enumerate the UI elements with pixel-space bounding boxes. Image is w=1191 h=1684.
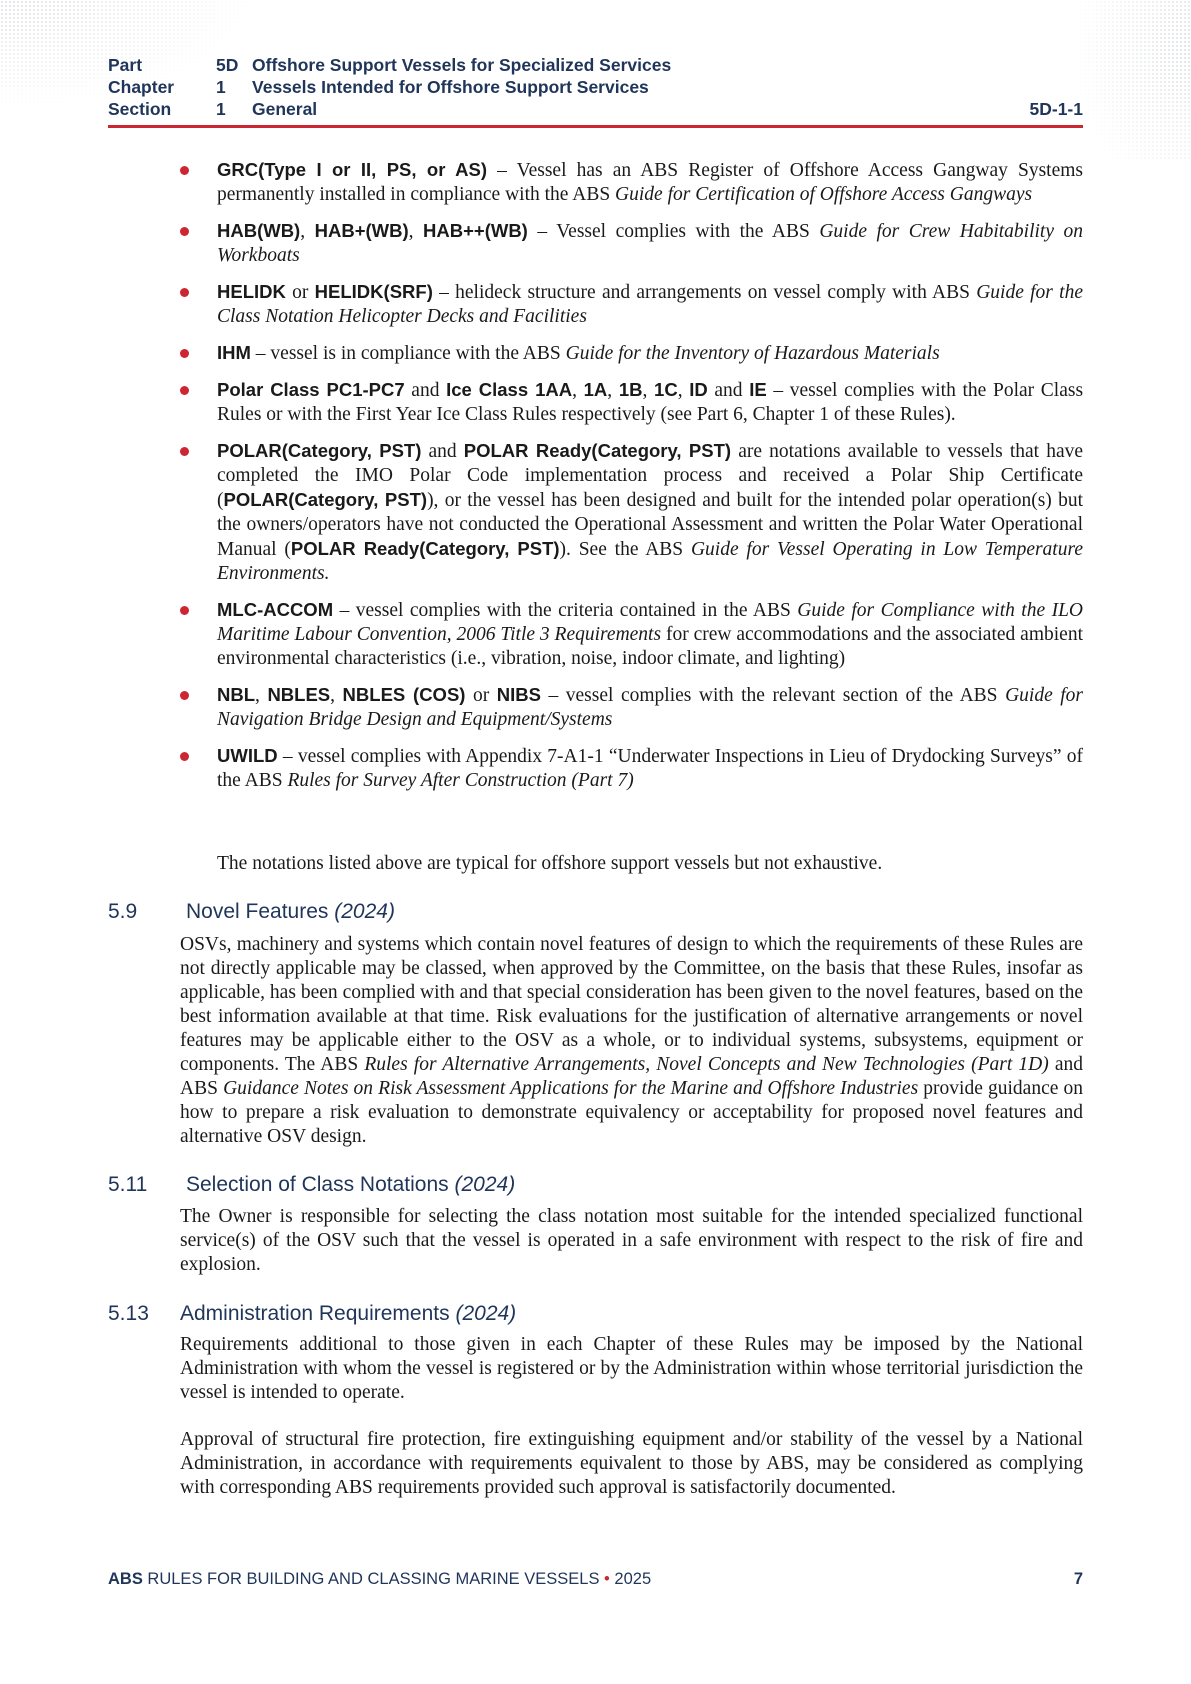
section-5-13-paragraph-2: Approval of structural fire protection, fire extinguishing equipment and/or stability of the vessel by a National Administration, in accordance with requirements equivalent to those by ABS, may be considered as complying with corresponding ABS requirements provided such approval is satisfactorily documented.	[180, 1429, 1083, 1498]
separator: ,	[330, 685, 343, 706]
header-part-row	[108, 54, 1083, 76]
rules-title: Rules for Alternative Arrangements, Novel Concepts and New Technologies (Part 1D)	[364, 1054, 1049, 1075]
list-item	[180, 683, 1083, 732]
header-title: Offshore Support Vessels for Specialized Services	[252, 55, 672, 75]
footer-brand: ABS	[108, 1570, 143, 1588]
body-text: – Vessel has an ABS Register of Offshore Access Gangway Systems permanently installed in compliance with the ABS	[217, 160, 1083, 205]
body-text: – vessel complies with the Polar Class Rules or with the First Year Ice Class Rules respectively (see Part 6, Chapter 1 of these Rules).	[217, 380, 1084, 425]
notation-label: NBLES	[267, 684, 331, 705]
bullet-icon	[180, 227, 189, 236]
body-text: for crew accommodations and the associated ambient environmental characteristics (i.e., vibration, noise, indoor climate, and lighting)	[217, 624, 1083, 669]
section-number: 5.9	[108, 900, 138, 923]
notation-label: 1B	[618, 379, 643, 400]
guide-title: Guide for Navigation Bridge Design and Equipment/Systems	[217, 685, 1084, 730]
header-section-row	[108, 98, 1083, 120]
guide-title: Guide for Compliance with the ILO Maritime Labour Convention, 2006 Title 3 Requirements	[217, 600, 1084, 645]
guide-title: Guide for the Inventory of Hazardous Materials	[565, 343, 940, 364]
notation-label: POLAR Ready(Category, PST)	[463, 440, 732, 461]
list-item	[180, 219, 1083, 268]
page-header	[108, 54, 1083, 120]
body-text: – vessel is in compliance with the ABS	[250, 343, 566, 364]
notation-list	[180, 158, 1083, 805]
notation-label: HELIDK	[217, 281, 286, 302]
section-title-text: Selection of Class Notations	[186, 1173, 449, 1196]
list-item	[180, 341, 1083, 366]
list-item	[180, 744, 1083, 793]
list-item	[180, 378, 1083, 427]
notation-label: ID	[689, 379, 708, 400]
notations-note: The notations listed above are typical for offshore support vessels but not exhaustive.	[217, 853, 883, 874]
section-number: 5.11	[108, 1173, 148, 1196]
notation-label: IHM	[217, 342, 251, 363]
notation-label: POLAR(Category, PST)	[217, 440, 422, 461]
notation-label: NIBS	[496, 684, 541, 705]
list-item	[180, 439, 1083, 586]
body-text: are notations available to vessels that have completed the IMO Polar Code implementation process and received a Polar Ship Certificate (	[217, 441, 1084, 511]
footer-year: 2025	[614, 1570, 652, 1588]
notation-label: 1C	[654, 379, 678, 400]
separator: or	[465, 685, 497, 706]
list-item	[180, 598, 1083, 671]
notation-label: HAB(WB)	[217, 220, 301, 241]
header-number: 5D	[216, 55, 239, 75]
section-year: (2024)	[334, 900, 395, 923]
header-label: Chapter	[108, 77, 175, 97]
header-rule	[108, 125, 1083, 128]
section-title	[186, 899, 395, 925]
header-title: Vessels Intended for Offshore Support Services	[252, 77, 649, 97]
notation-label: IE	[749, 379, 767, 400]
guide-title: Rules for Survey After Construction (Part 7)	[287, 770, 634, 791]
header-number: 1	[216, 77, 226, 97]
notation-label: Ice Class 1AA	[446, 379, 573, 400]
section-year: (2024)	[454, 1173, 516, 1196]
section-number: 5.13	[108, 1302, 149, 1325]
separator: and	[421, 441, 464, 462]
separator: ,	[300, 221, 315, 242]
body-text: – Vessel complies with the ABS	[527, 221, 820, 242]
bullet-icon	[180, 752, 189, 761]
notation-label: MLC-ACCOM	[217, 599, 334, 620]
notation-label: HAB++(WB)	[423, 220, 528, 241]
header-chapter-row	[108, 76, 1083, 98]
bullet-icon	[180, 386, 189, 395]
guide-title: Guide for Crew Habitability on Workboats	[217, 221, 1083, 266]
notation-label: Polar Class PC1-PC7	[217, 379, 405, 400]
page-number: 7	[1073, 1570, 1083, 1588]
bullet-icon	[180, 349, 189, 358]
section-title	[186, 1172, 515, 1198]
section-title-text: Administration Requirements	[180, 1302, 450, 1325]
separator: ,	[677, 380, 690, 401]
bullet-icon	[180, 288, 189, 297]
body-text: – vessel complies with Appendix 7-A1-1 “Underwater Inspections in Lieu of Drydocking Surveys” of the ABS	[217, 746, 1083, 791]
body-text: ). See the ABS	[559, 539, 691, 560]
section-title	[180, 1301, 516, 1327]
bullet-icon	[180, 606, 189, 615]
body-text: – vessel complies with the relevant section of the ABS	[540, 685, 1006, 706]
section-title-text: Novel Features	[186, 900, 329, 923]
page-footer	[108, 1570, 1083, 1589]
body-text: and ABS	[180, 1054, 1084, 1099]
separator: ,	[642, 380, 655, 401]
guide-title: Guide for the Class Notation Helicopter Decks and Facilities	[217, 282, 1083, 327]
section-year: (2024)	[455, 1302, 517, 1325]
notation-label: GRC(Type I or II, PS, or AS)	[217, 159, 488, 180]
guide-title: Guide for Vessel Operating in Low Temperature Environments.	[217, 539, 1083, 584]
section-5-13-paragraph-1: Requirements additional to those given in each Chapter of these Rules may be imposed by the National Administration with whom the vessel is registered or by the Administration within whose territorial jurisdiction the vessel is intended to operate.	[180, 1334, 1083, 1403]
separator: ,	[255, 685, 268, 706]
guide-title: Guide for Certification of Offshore Access Gangways	[615, 184, 1033, 205]
header-section-code: 5D-1-1	[1029, 99, 1083, 119]
section-5-11-body: The Owner is responsible for selecting the class notation most suitable for the intended specialized functional service(s) of the OSV such that the vessel is operated in a safe environment with respect to the risk of fire and explosion.	[180, 1206, 1083, 1275]
body-text: – vessel complies with the criteria contained in the ABS	[333, 600, 798, 621]
notation-label: POLAR Ready(Category, PST)	[290, 538, 560, 559]
notation-label: UWILD	[217, 745, 278, 766]
notation-label: HAB+(WB)	[314, 220, 409, 241]
guide-title: Guidance Notes on Risk Assessment Applications for the Marine and Offshore Industries	[223, 1078, 919, 1099]
header-label: Part	[108, 55, 143, 75]
section-5-9-body	[180, 933, 1083, 1149]
list-item	[180, 158, 1083, 207]
notation-label: 1A	[583, 379, 608, 400]
body-text: provide guidance on how to prepare a risk evaluation to demonstrate equivalency or acceptability for proposed novel features and alternative OSV design.	[180, 1078, 1084, 1147]
header-number: 1	[216, 99, 226, 119]
decorative-dot-pattern-top-right	[1071, 0, 1191, 160]
footer-separator: •	[599, 1570, 615, 1588]
separator: and	[707, 380, 750, 401]
bullet-icon	[180, 691, 189, 700]
bullet-icon	[180, 447, 189, 456]
header-label: Section	[108, 99, 172, 119]
separator: and	[404, 380, 447, 401]
separator: ,	[408, 221, 424, 242]
separator: ,	[572, 380, 584, 401]
notation-label: NBLES (COS)	[342, 684, 466, 705]
body-text: ), or the vessel has been designed and built for the intended polar operation(s) but the owners/operators have not conducted the Operational Assessment and written the Polar Water Operational Manual (	[217, 490, 1083, 560]
notation-label: HELIDK(SRF)	[314, 281, 433, 302]
body-text: OSVs, machinery and systems which contain novel features of design to which the requirements of these Rules are not directly applicable may be classed, when approved by the Committee, on the basis that these Rules, insofar as applicable, has been complied with and that special consideration has been given to the novel features, based on the best information available at that time. Risk evaluations for the justification of alternative arrangements or novel features may be applicable either to the OSV as a whole, or to individual systems, subsystems, equipment or components. The ABS	[180, 934, 1083, 1075]
notation-label: NBL	[217, 684, 256, 705]
footer-title: RULES FOR BUILDING AND CLASSING MARINE VESSELS	[142, 1570, 600, 1588]
list-item	[180, 280, 1083, 329]
separator: or	[285, 282, 315, 303]
header-title: General	[252, 99, 318, 119]
body-text: – helideck structure and arrangements on vessel comply with ABS	[432, 282, 977, 303]
bullet-icon	[180, 166, 189, 175]
notation-label: POLAR(Category, PST)	[223, 489, 428, 510]
separator: ,	[607, 380, 619, 401]
